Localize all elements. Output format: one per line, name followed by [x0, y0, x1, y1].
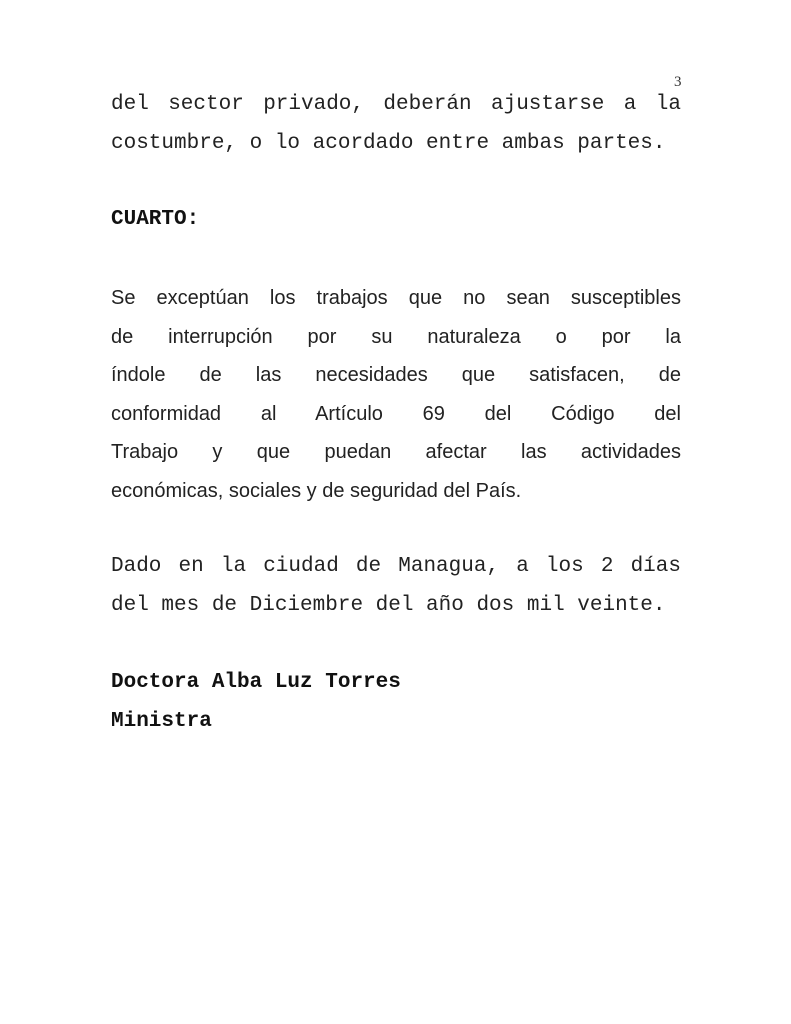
paragraph-line: Dado en la ciudad de Managua, a los 2 días [111, 555, 681, 578]
paragraph-line: índole de las necesidades que satisfacen, de [111, 364, 681, 386]
paragraph-date [111, 548, 681, 625]
section-heading: CUARTO: [111, 208, 200, 231]
paragraph-line: conformidad al Artículo 69 del Código del [111, 402, 681, 425]
paragraph-line: del mes de Diciembre del año dos mil veinte. [111, 593, 666, 617]
paragraph-exceptions [111, 279, 681, 510]
paragraph-line: del sector privado, deberán ajustarse a la [111, 93, 681, 116]
paragraph-line: costumbre, o lo acordado entre ambas partes. [111, 131, 666, 155]
page-number: 3 [674, 74, 682, 90]
signatory-title: Ministra [111, 709, 212, 733]
paragraph-line: Se exceptúan los trabajos que no sean susceptibles [111, 287, 681, 309]
signature-block [111, 664, 681, 741]
signatory-name: Doctora Alba Luz Torres [111, 671, 401, 694]
paragraph-line: de interrupción por su naturaleza o por la [111, 325, 681, 348]
paragraph-line: económicas, sociales y de seguridad del País. [111, 479, 522, 502]
paragraph-line: Trabajo y que puedan afectar las actividades [111, 441, 681, 463]
paragraph-continuation [111, 86, 681, 163]
